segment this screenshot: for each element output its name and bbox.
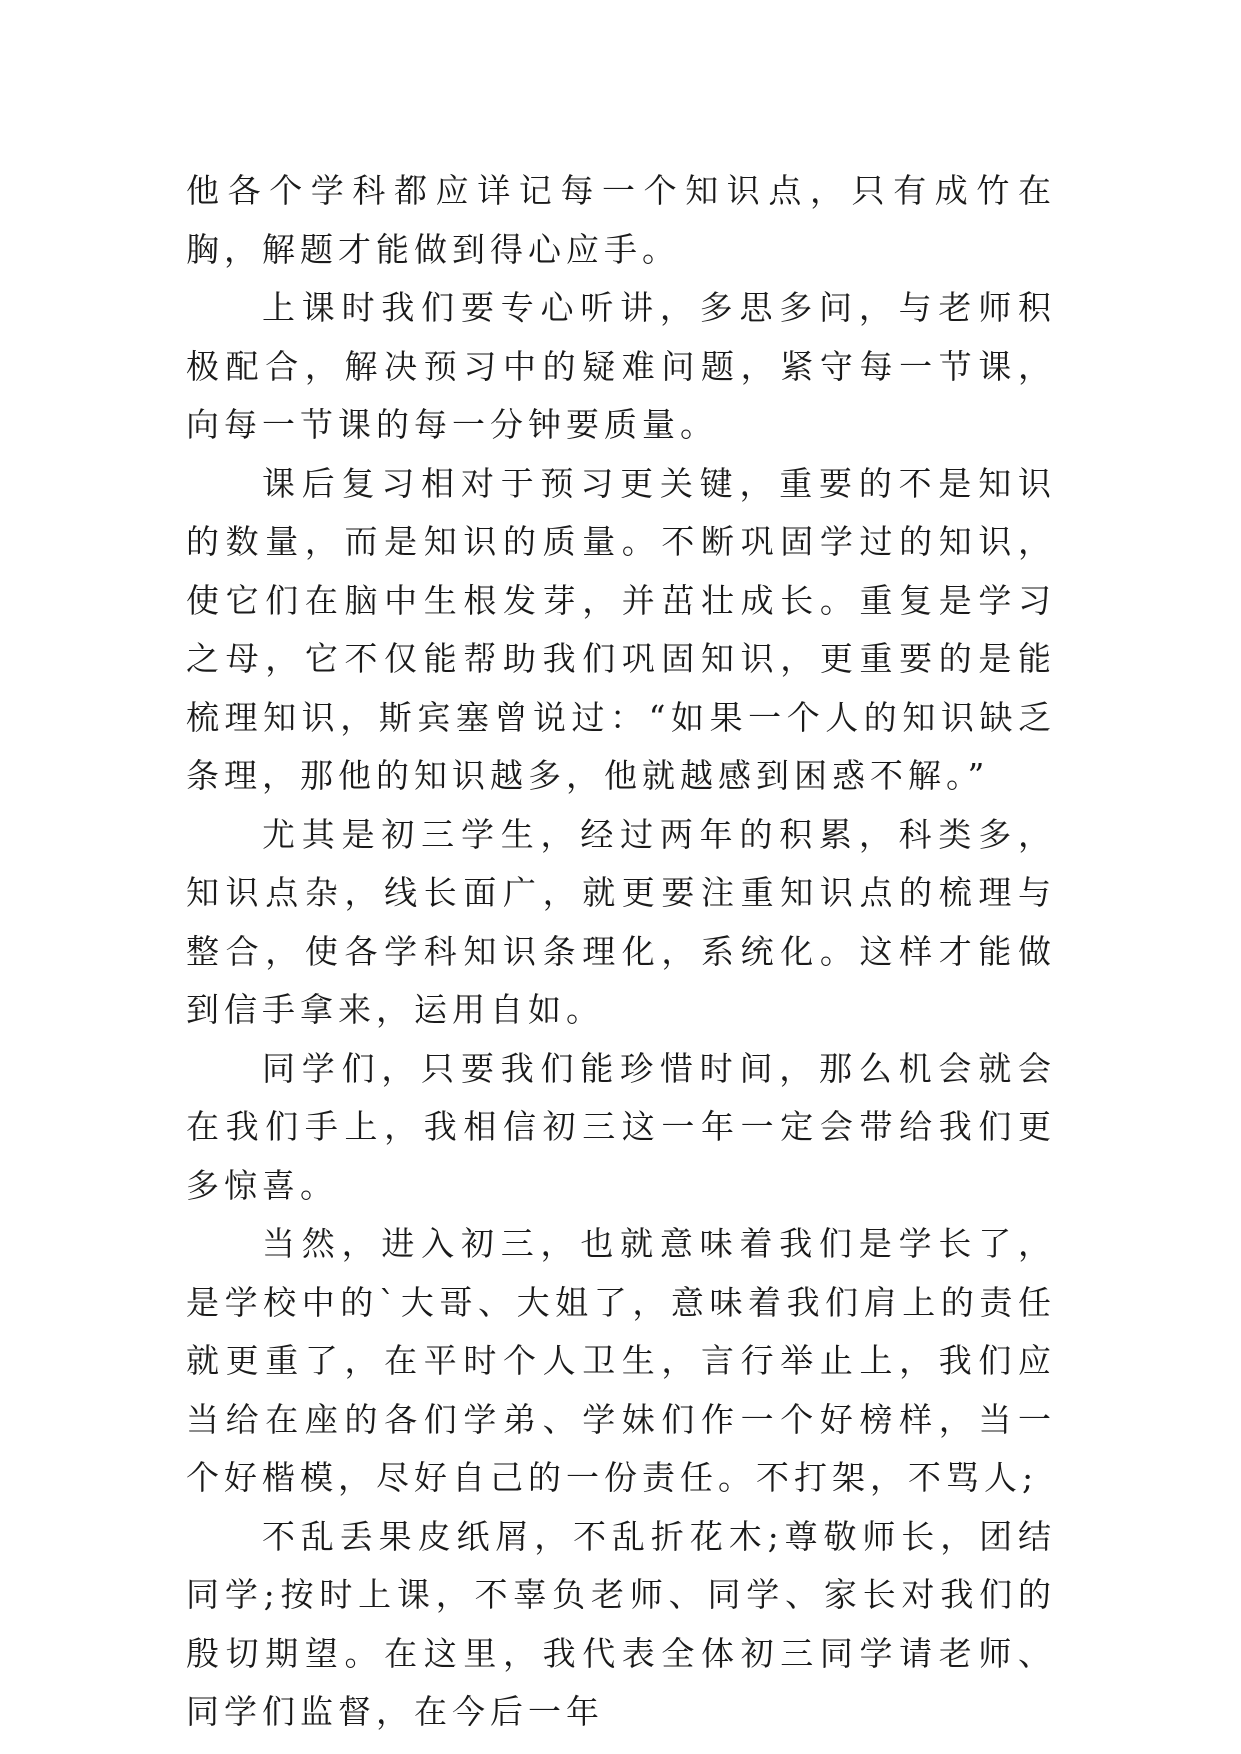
paragraph-6: 当然，进入初三，也就意味着我们是学长了，是学校中的`大哥、大姐了，意味着我们肩上的责任就更重了，在平时个人卫生，言行举止上，我们应当给在座的各们学弟、学妹们作一个好榜样，当一个好楷模，尽好自己的一份责任。不打架，不骂人; [186,1224,1056,1497]
paragraph-7: 不乱丢果皮纸屑，不乱折花木;尊敬师长，团结同学;按时上课，不辜负老师、同学、家长对我们的殷切期望。在这里，我代表全体初三同学请老师、同学们监督，在今后一年 [186,1516,1056,1731]
paragraph-3: 课后复习相对于预习更关键，重要的不是知识的数量，而是知识的质量。不断巩固学过的知识，使它们在脑中生根发芽，并茁壮成长。重复是学习之母，它不仅能帮助我们巩固知识，更重要的是能梳理知识，斯宾塞曾说过：“如果一个人的知识缺乏条理，那他的知识越多，他就越感到困惑不解。” [186,463,1056,795]
paragraph-4: 尤其是初三学生，经过两年的积累，科类多，知识点杂，线长面广，就更要注重知识点的梳理与整合，使各学科知识条理化，系统化。这样才能做到信手拿来，运用自如。 [186,814,1056,1029]
paragraph-1: 他各个学科都应详记每一个知识点，只有成竹在胸，解题才能做到得心应手。 [186,171,1056,269]
paragraph-5: 同学们，只要我们能珍惜时间，那么机会就会在我们手上，我相信初三这一年一定会带给我们更多惊喜。 [186,1048,1056,1205]
document-body [186,162,1056,1742]
paragraph-2: 上课时我们要专心听讲，多思多问，与老师积极配合，解决预习中的疑难问题，紧守每一节课，向每一节课的每一分钟要质量。 [186,288,1056,444]
